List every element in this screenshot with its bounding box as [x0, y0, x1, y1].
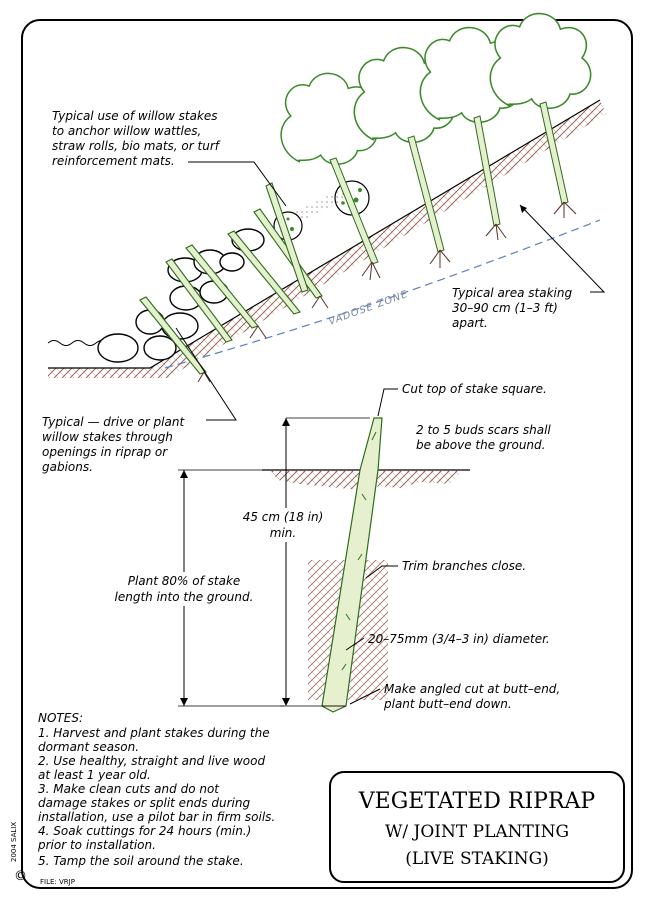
- svg-text:30–90 cm (1–3 ft): 30–90 cm (1–3 ft): [452, 301, 558, 315]
- svg-text:2 to 5 buds scars shall: 2 to 5 buds scars shall: [416, 423, 551, 437]
- svg-text:Typical — drive or plant: Typical — drive or plant: [42, 415, 185, 429]
- svg-text:length into the ground.: length into the ground.: [114, 590, 254, 604]
- vadose-zone-label: VADOSE ZONE: [327, 288, 410, 328]
- svg-text:reinforcement mats.: reinforcement mats.: [52, 154, 175, 168]
- svg-text:1. Harvest and plant stakes: 1. Harvest and plant stakes during the: [38, 726, 270, 740]
- svg-text:willow stakes through: willow stakes through: [42, 430, 173, 444]
- file-label: FILE: VRJP: [40, 878, 75, 886]
- svg-text:damage stakes or split ends du: damage stakes or split ends during: [38, 796, 251, 810]
- callout-trim-branches: [366, 559, 526, 578]
- svg-text:dormant season.: dormant season.: [38, 740, 140, 754]
- svg-text:Typical area staking: Typical area staking: [452, 286, 573, 300]
- svg-text:installation, use a pilot bar: installation, use a pilot bar in firm soils.: [38, 810, 276, 824]
- callout-bud-scars: [416, 423, 551, 452]
- svg-text:20–75mm (3/4–3 in) diameter.: 20–75mm (3/4–3 in) diameter.: [368, 632, 550, 646]
- svg-text:Plant 80% of stake: Plant 80% of stake: [127, 574, 241, 588]
- svg-text:Trim branches close.: Trim branches close.: [402, 559, 527, 573]
- copyright-mark: [10, 822, 27, 884]
- slope-illustration: [48, 14, 606, 382]
- svg-text:5. Tamp the soil around the: 5. Tamp the soil around the stake.: [38, 854, 244, 868]
- svg-text:4. Soak cuttings for 24 hour: 4. Soak cuttings for 24 hours (min.): [38, 824, 252, 838]
- title-line-3: (LIVE STAKING): [405, 849, 549, 869]
- svg-text:Cut top of stake square.: Cut top of stake square.: [402, 382, 547, 396]
- title-line-1: VEGETATED RIPRAP: [358, 789, 596, 814]
- svg-text:plant butt–end down.: plant butt–end down.: [384, 697, 512, 711]
- svg-text:©: ©: [14, 869, 27, 884]
- area-stake-tree-4: [490, 14, 590, 204]
- title-line-2: W/ JOINT PLANTING: [384, 822, 570, 842]
- svg-text:openings in riprap or: openings in riprap or: [42, 445, 168, 459]
- notes-block: [37, 711, 275, 868]
- svg-text:straw rolls, bio mats, or turf: straw rolls, bio mats, or turf: [52, 139, 219, 153]
- notes-heading: NOTES:: [38, 711, 83, 725]
- svg-text:Make angled cut at butt–end,: Make angled cut at butt–end,: [384, 682, 561, 696]
- dimension-length-label: [232, 508, 334, 542]
- copyright-text: 2004 SALIX: [10, 821, 18, 862]
- svg-text:2. Use healthy, straight and: 2. Use healthy, straight and live wood: [38, 754, 266, 768]
- title-block: [330, 772, 624, 882]
- svg-text:min.: min.: [269, 526, 297, 540]
- svg-text:be above the ground.: be above the ground.: [416, 438, 546, 452]
- svg-text:prior to installation.: prior to installation.: [38, 838, 156, 852]
- svg-text:at least 1 year old.: at least 1 year old.: [38, 768, 151, 782]
- callout-cut-top: [378, 382, 547, 416]
- dimension-depth-label: [102, 572, 268, 606]
- svg-text:Typical use of willow stakes: Typical use of willow stakes: [52, 109, 218, 123]
- callout-willow-wattles: [52, 109, 286, 206]
- svg-text:apart.: apart.: [452, 316, 488, 330]
- svg-text:gabions.: gabions.: [42, 460, 93, 474]
- svg-text:to anchor willow wattles,: to anchor willow wattles,: [52, 124, 202, 138]
- svg-text:45 cm (18 in): 45 cm (18 in): [242, 510, 324, 524]
- svg-text:3. Make clean cuts and do no: 3. Make clean cuts and do not: [38, 782, 219, 796]
